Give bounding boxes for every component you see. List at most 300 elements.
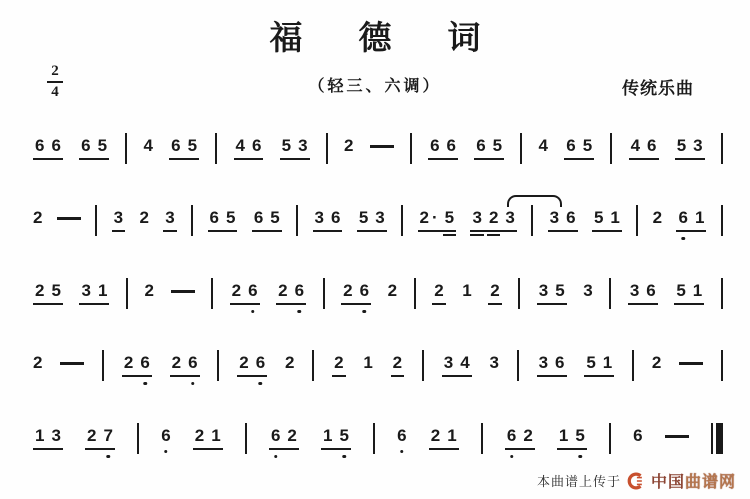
note [472, 210, 481, 227]
note-digit: 2 [651, 353, 662, 372]
extension-dash [57, 217, 81, 220]
note-digit: 6 [51, 136, 61, 155]
low-octave-dot [681, 237, 685, 241]
beamed-note-group [442, 355, 472, 377]
note-digit: 2 [488, 208, 499, 227]
beamed-note-group [505, 428, 535, 450]
note [462, 283, 471, 300]
note [124, 355, 133, 372]
beamed-note-group [537, 355, 567, 377]
note [339, 428, 348, 445]
note-digit: 2 [334, 353, 344, 372]
note [575, 428, 584, 445]
note [188, 355, 197, 372]
time-signature-numerator: 2 [51, 63, 59, 79]
note [539, 138, 548, 155]
note [256, 355, 265, 372]
beamed-note-group [676, 210, 706, 232]
note-digit: 3 [538, 353, 549, 372]
quarter-note-group [344, 138, 353, 155]
note-digit: 2 [239, 353, 249, 372]
note-digit: 2 [144, 281, 154, 300]
note-digit: 1 [558, 426, 569, 445]
note [87, 428, 96, 445]
note [646, 283, 655, 300]
note [363, 355, 372, 372]
note-digit: 1 [447, 426, 457, 445]
beamed-note-group [341, 283, 371, 305]
extension-dash [171, 290, 195, 293]
note [633, 428, 642, 445]
beamed-note-group [557, 428, 587, 450]
dotted-rhythm-dot: · [431, 208, 438, 227]
beamed-note-group [332, 355, 345, 377]
note-digit: 6 [251, 136, 262, 155]
barline [531, 205, 533, 236]
barline [326, 133, 328, 164]
note [430, 138, 439, 155]
note-digit: 3 [505, 208, 515, 227]
note-digit: 5 [187, 136, 198, 155]
note-digit: 5 [339, 426, 349, 445]
note [98, 283, 107, 300]
note [104, 428, 113, 445]
note [594, 210, 603, 227]
note [33, 355, 42, 372]
note [211, 428, 220, 445]
note-digit: 3 [165, 208, 175, 227]
note [445, 210, 454, 227]
note [420, 210, 438, 227]
note-digit: 3 [51, 426, 61, 445]
note [359, 210, 368, 227]
low-octave-dot [274, 455, 278, 459]
note-digit: 2 [387, 281, 398, 300]
note-digit: 6 [506, 426, 517, 445]
note [165, 210, 174, 227]
beamed-note-group [474, 138, 504, 160]
note [583, 138, 592, 155]
quarter-note-group [143, 138, 152, 155]
quarter-note-group [363, 355, 372, 372]
quarter-note-group [388, 283, 397, 300]
note-digit: 6 [446, 136, 456, 155]
note-digit: 2 [434, 281, 444, 300]
note-digit: 6 [359, 281, 370, 300]
score-line-1 [33, 138, 723, 184]
note-digit: 3 [629, 281, 640, 300]
note-digit: 5 [676, 136, 687, 155]
note [114, 210, 123, 227]
note [210, 210, 219, 227]
beamed-note-group [280, 138, 310, 160]
note [143, 138, 152, 155]
note [344, 138, 353, 155]
note-digit: 6 [161, 426, 171, 445]
note-digit: 5 [225, 208, 236, 227]
barline [721, 350, 723, 381]
beamed-note-group [163, 210, 176, 232]
note-digit: 3 [549, 208, 560, 227]
note-digit: 1 [694, 208, 705, 227]
note [35, 428, 44, 445]
quarter-note-group [33, 355, 42, 372]
beamed-note-group [592, 210, 622, 232]
barline [610, 133, 612, 164]
note [232, 283, 241, 300]
site-logo-icon [627, 472, 645, 490]
barline [323, 278, 325, 309]
barline [95, 205, 97, 236]
beamed-note-group [488, 283, 501, 305]
note-digit: 2 [287, 426, 297, 445]
note [539, 283, 548, 300]
final-barline-thick [716, 423, 723, 454]
quarter-note-group [653, 210, 662, 227]
note-digit: 1 [211, 426, 221, 445]
barline [373, 423, 375, 454]
note [270, 210, 279, 227]
note [282, 138, 291, 155]
final-barline [711, 423, 723, 454]
barline [721, 278, 723, 309]
note [460, 355, 469, 372]
barline [215, 133, 217, 164]
beamed-note-group [33, 138, 63, 160]
beamed-note-group [170, 355, 200, 377]
final-barline-thin [711, 423, 713, 454]
note-digit: 5 [586, 353, 596, 372]
note [33, 210, 42, 227]
note-digit: 1 [97, 281, 108, 300]
quarter-note-group [161, 428, 170, 445]
beamed-note-group [391, 355, 404, 377]
beamed-note-group [584, 355, 614, 377]
note-digit: 2 [139, 208, 149, 227]
note [397, 428, 406, 445]
note [652, 355, 661, 372]
note-digit: 6 [255, 353, 266, 372]
note [298, 138, 307, 155]
beamed-note-group [112, 210, 125, 232]
note-digit: 2 [284, 353, 295, 372]
note-digit: 6 [294, 281, 305, 300]
note-digit: 6 [646, 281, 656, 300]
note-digit: 5 [444, 208, 455, 227]
note-digit: 6 [140, 353, 150, 372]
barline [137, 423, 139, 454]
note-digit: 6 [566, 208, 576, 227]
barline [609, 278, 611, 309]
note [507, 428, 516, 445]
note [647, 138, 656, 155]
note [493, 138, 502, 155]
low-octave-dot [298, 310, 302, 314]
note-digit: 5 [281, 136, 292, 155]
note-digit: 2 [523, 426, 533, 445]
note-digit: 3 [113, 208, 124, 227]
barline [125, 133, 127, 164]
beamed-note-group [169, 138, 199, 160]
note [559, 428, 568, 445]
note [35, 138, 44, 155]
note-digit: 2 [430, 426, 441, 445]
extension-dash [679, 362, 703, 365]
note [172, 355, 181, 372]
note-digit: 5 [582, 136, 593, 155]
barline [721, 205, 723, 236]
tie-arc [507, 195, 562, 207]
barline [609, 423, 611, 454]
barline [245, 423, 247, 454]
note [248, 283, 257, 300]
note-digit: 6 [330, 208, 341, 227]
note [583, 283, 592, 300]
note [476, 138, 485, 155]
beamed-note-group [548, 210, 578, 232]
low-octave-dot [191, 382, 195, 386]
low-octave-dot [143, 382, 147, 386]
note-digit: 5 [97, 136, 108, 155]
beamed-note-group [628, 283, 658, 305]
low-octave-dot [107, 455, 111, 459]
note [653, 210, 662, 227]
barline [296, 205, 298, 236]
beamed-note-group [234, 138, 264, 160]
note-digit: 2 [194, 426, 205, 445]
beamed-note-group [208, 210, 238, 232]
note [188, 138, 197, 155]
barline [518, 278, 520, 309]
note [236, 138, 245, 155]
beamed-note-group [79, 283, 109, 305]
note [447, 138, 456, 155]
note-digit: 5 [358, 208, 369, 227]
note [252, 138, 261, 155]
note-digit: 3 [583, 281, 593, 300]
note [139, 210, 148, 227]
note [171, 138, 180, 155]
note-digit: 6 [209, 208, 219, 227]
note-digit: 6 [678, 208, 688, 227]
barline [217, 350, 219, 381]
note-digit: 5 [593, 208, 604, 227]
note-digit: 5 [555, 281, 565, 300]
score-line-2 [33, 210, 723, 256]
note [695, 210, 704, 227]
note [239, 355, 248, 372]
beamed-note-group [230, 283, 260, 305]
note-digit: 4 [460, 353, 470, 372]
note [555, 355, 564, 372]
note-digit: 3 [489, 353, 499, 372]
beamed-note-group [33, 283, 63, 305]
low-octave-dot [259, 382, 263, 386]
barline [481, 423, 483, 454]
beamed-note-group [432, 283, 445, 305]
note-digit: 5 [575, 426, 585, 445]
beamed-note-group [122, 355, 152, 377]
note-digit: 2 [343, 136, 354, 155]
note [434, 283, 443, 300]
note [334, 355, 343, 372]
note-digit: 4 [538, 136, 549, 155]
note-digit: 6 [188, 353, 198, 372]
note-digit: 1 [35, 426, 45, 445]
note [678, 210, 687, 227]
note-digit: 3 [81, 281, 91, 300]
barline [520, 133, 522, 164]
note [489, 210, 498, 227]
low-octave-dot [164, 450, 168, 454]
quarter-note-group [397, 428, 406, 445]
quarter-note-group [583, 283, 592, 300]
note [693, 138, 702, 155]
quarter-note-group [633, 428, 642, 445]
score-line-3 [33, 283, 723, 329]
barline [636, 205, 638, 236]
beamed-note-group [429, 428, 459, 450]
note-digit: 4 [235, 136, 245, 155]
beamed-note-group [564, 138, 594, 160]
note-digit: 6 [555, 353, 565, 372]
quarter-note-group [652, 355, 661, 372]
note [677, 138, 686, 155]
note [490, 283, 499, 300]
barline [191, 205, 193, 236]
note [375, 210, 384, 227]
note [610, 210, 619, 227]
beamed-note-group [85, 428, 115, 450]
barline [312, 350, 314, 381]
note-digit: 6 [647, 136, 657, 155]
note-digit: 3 [693, 136, 703, 155]
beamed-note-group [33, 428, 63, 450]
note [161, 428, 170, 445]
beamed-note-group [252, 210, 282, 232]
note [630, 283, 639, 300]
note [393, 355, 402, 372]
extension-dash [370, 145, 394, 148]
beamed-note-group [79, 138, 109, 160]
quarter-note-group [285, 355, 294, 372]
note [505, 210, 514, 227]
note-digit: 6 [253, 208, 264, 227]
note-digit: 3 [472, 208, 482, 227]
note [343, 283, 352, 300]
barline [102, 350, 104, 381]
quarter-note-group [145, 283, 154, 300]
note-digit: 6 [270, 426, 281, 445]
note-digit: 6 [633, 426, 643, 445]
note [631, 138, 640, 155]
note [271, 428, 280, 445]
note [226, 210, 235, 227]
note-digit: 6 [397, 426, 407, 445]
note [444, 355, 453, 372]
quarter-note-group [139, 210, 148, 227]
note [285, 355, 294, 372]
note [323, 428, 332, 445]
note [331, 210, 340, 227]
note-digit: 4 [143, 136, 153, 155]
site-name-solid: 中国 [650, 474, 685, 491]
low-octave-dot [510, 455, 514, 459]
low-octave-dot [578, 455, 582, 459]
note [51, 428, 60, 445]
note-digit: 6 [35, 136, 45, 155]
beamed-note-group [675, 138, 705, 160]
note [254, 210, 263, 227]
beamed-note-group [276, 283, 306, 305]
note [586, 355, 595, 372]
note [360, 283, 369, 300]
note-digit: 3 [443, 353, 454, 372]
beamed-note-group [470, 210, 516, 232]
note [447, 428, 456, 445]
beamed-note-group [193, 428, 223, 450]
note-digit: 2 [419, 208, 429, 227]
low-octave-dot [363, 310, 367, 314]
note-digit: 4 [630, 136, 641, 155]
note [315, 210, 324, 227]
note [278, 283, 287, 300]
note-digit: 7 [103, 426, 113, 445]
watermark-site-name [651, 469, 736, 492]
barline [632, 350, 634, 381]
beamed-note-group [418, 210, 457, 232]
note [566, 210, 575, 227]
note [35, 283, 44, 300]
note-digit: 2 [231, 281, 242, 300]
low-octave-dot [342, 455, 346, 459]
note [603, 355, 612, 372]
barline [517, 350, 519, 381]
note-digit: 2 [35, 281, 45, 300]
barline [126, 278, 128, 309]
low-octave-dot [400, 450, 404, 454]
note-digit: 2 [87, 426, 97, 445]
note-digit: 5 [270, 208, 280, 227]
note-digit: 2 [278, 281, 288, 300]
note-digit: 5 [492, 136, 503, 155]
watermark-text: 本曲谱上传于 [536, 474, 621, 489]
note [431, 428, 440, 445]
barline [422, 350, 424, 381]
note [98, 138, 107, 155]
note-digit: 1 [602, 353, 613, 372]
barline [721, 133, 723, 164]
site-name-outline: 曲谱网 [684, 474, 736, 491]
note [539, 355, 548, 372]
note-digit: 2 [33, 208, 43, 227]
extension-dash [665, 435, 689, 438]
note [388, 283, 397, 300]
extension-dash [60, 362, 84, 365]
note [523, 428, 532, 445]
beamed-note-group [629, 138, 659, 160]
barline [414, 278, 416, 309]
note [195, 428, 204, 445]
note-digit: 2 [123, 353, 134, 372]
note-digit: 2 [490, 281, 500, 300]
note [489, 355, 498, 372]
note-digit: 2 [171, 353, 182, 372]
note-digit: 5 [676, 281, 686, 300]
quarter-note-group [489, 355, 498, 372]
note [81, 283, 90, 300]
note-digit: 2 [33, 353, 43, 372]
